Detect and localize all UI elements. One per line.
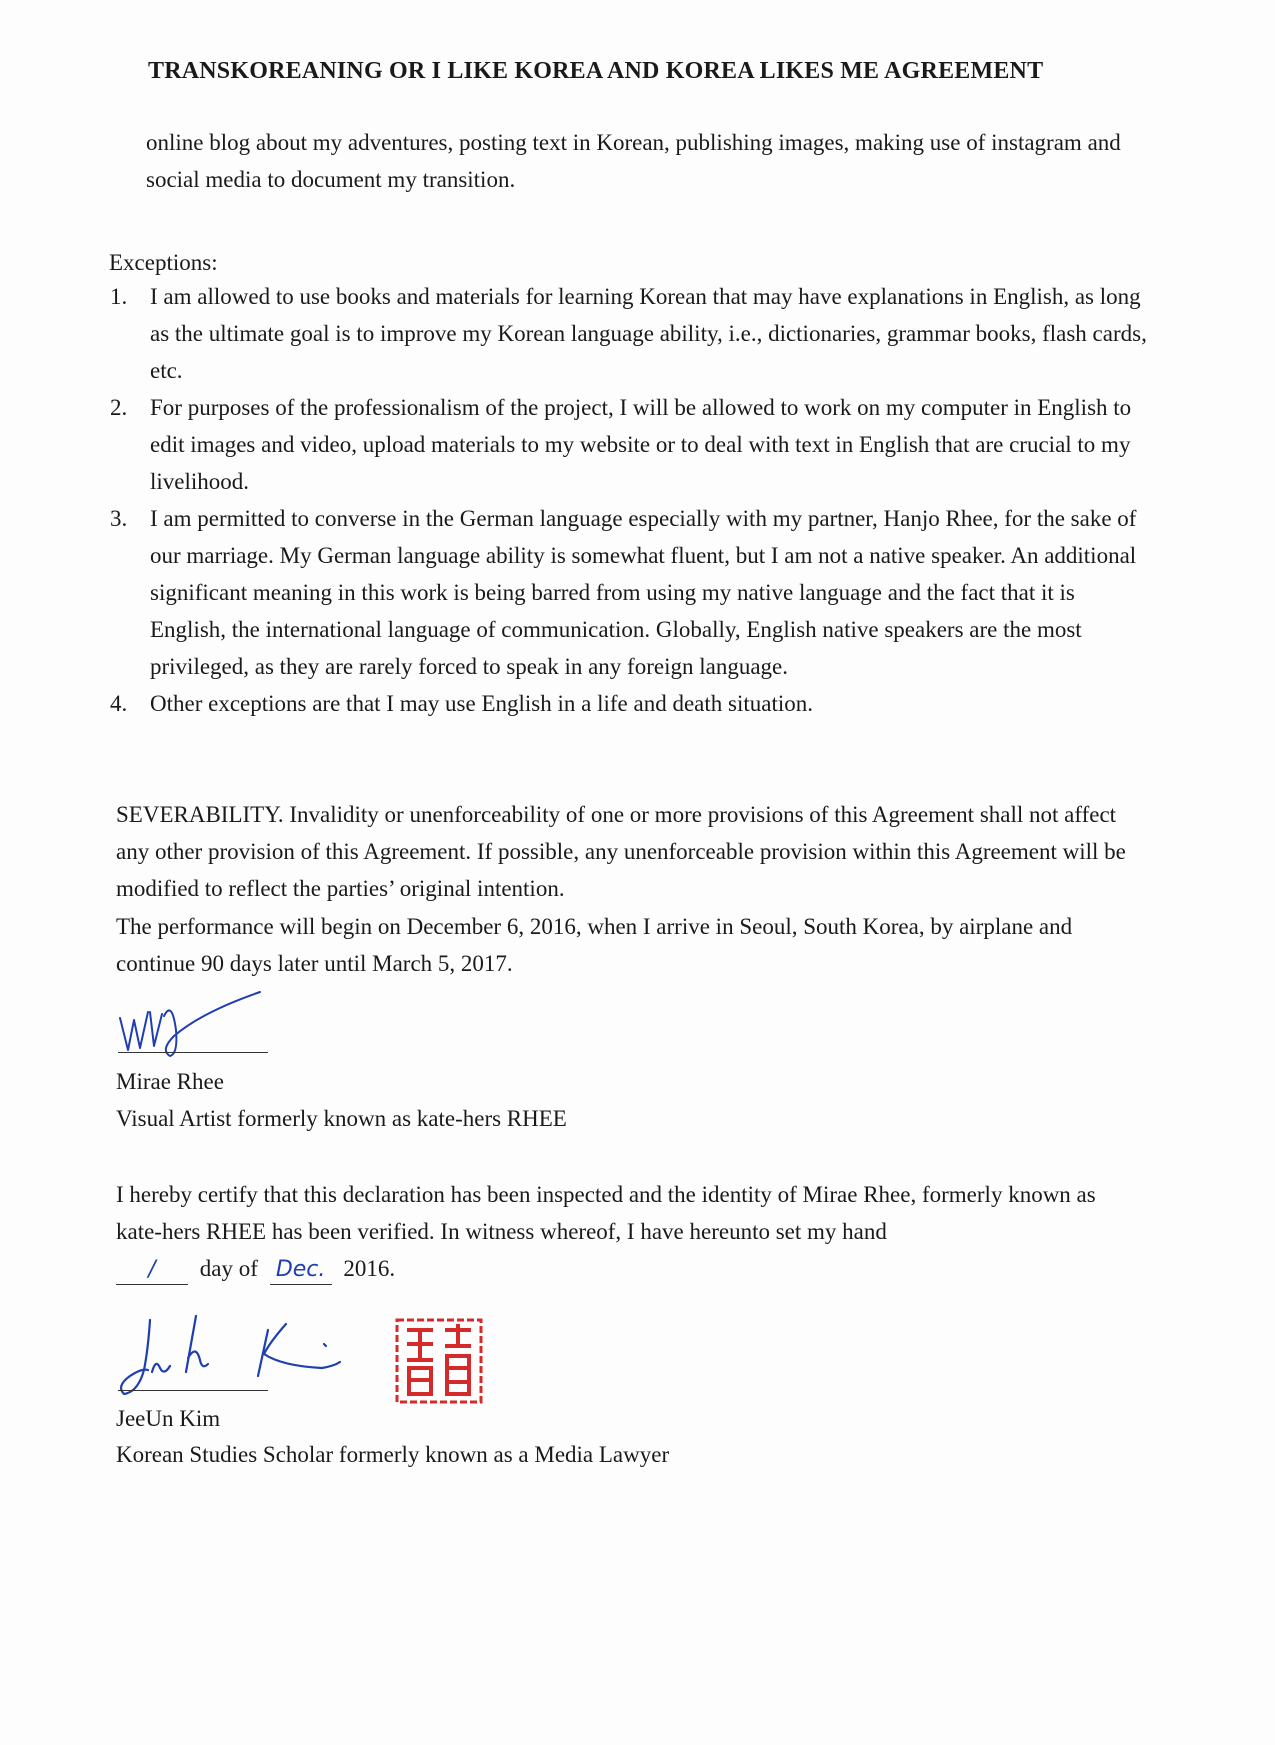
- exception-number: 4.: [110, 691, 128, 716]
- signature-line: [118, 1052, 268, 1053]
- intro-paragraph: online blog about my adventures, posting text in Korean, publishing images, making use of instagram and social media to document my transition.: [146, 130, 1121, 192]
- exception-item: [110, 685, 1150, 722]
- exception-text: I am permitted to converse in the German language especially with my partner, Hanjo Rhee, for the sake of our marriage. My German language ability is somewhat fluent, but I am not a native speaker. An additional significant meaning in this work is being barred from using my native language and the fact that it is English, the international language of communication. Globally, English native speakers are the most privileged, as they are rarely forced to speak in any foreign language.: [150, 506, 1137, 679]
- exception-text: I am allowed to use books and materials for learning Korean that may have explanations in English, as long as the ultimate goal is to improve my Korean language ability, i.e., dictionaries, grammar books, flash cards, etc.: [150, 284, 1147, 383]
- certification-paragraph: I hereby certify that this declaration has been inspected and the identity of Mirae Rhee, formerly known as kate-hers RHEE has been verified. In witness whereof, I have hereunto set my hand: [116, 1182, 1096, 1244]
- month-field: Dec.: [270, 1256, 332, 1285]
- performance-dates: The performance will begin on December 6, 2016, when I arrive in Seoul, South Korea, by airplane and continue 90 days later until March 5, 2017.: [116, 914, 1073, 976]
- day-of-label: day of: [199, 1256, 258, 1281]
- exceptions-heading: Exceptions:: [109, 250, 218, 275]
- document-title: TRANSKOREANING OR I LIKE KOREA AND KOREA LIKES ME AGREEMENT: [148, 58, 1044, 84]
- signer2-role: Korean Studies Scholar formerly known as a Media Lawyer: [116, 1442, 670, 1467]
- exception-text: Other exceptions are that I may use English in a life and death situation.: [150, 691, 813, 716]
- day-field: /: [116, 1256, 188, 1285]
- exception-item: [110, 500, 1150, 685]
- exception-number: 3.: [110, 506, 128, 531]
- signer1-name: Mirae Rhee: [116, 1069, 224, 1094]
- signer2-name: JeeUn Kim: [116, 1406, 221, 1431]
- signature-line: [118, 1390, 268, 1391]
- exception-number: 1.: [110, 284, 128, 309]
- signer1-role: Visual Artist formerly known as kate-hers RHEE: [116, 1106, 567, 1131]
- severability-clause: SEVERABILITY. Invalidity or unenforceability of one or more provisions of this Agreement shall not affect any other provision of this Agreement. If possible, any unenforceable provision within this Agreement will be modified to reflect the parties’ original intention.: [116, 802, 1126, 901]
- signature-mirae-rhee: [112, 990, 272, 1060]
- signature-jeeun-kim: [112, 1310, 382, 1396]
- year-label: 2016.: [343, 1256, 396, 1281]
- certification-date: [116, 1250, 395, 1287]
- exception-item: [110, 278, 1150, 389]
- exception-item: [110, 389, 1150, 500]
- exception-text: For purposes of the professionalism of the project, I will be allowed to work on my computer in English to edit images and video, upload materials to my website or to deal with text in English that are crucial to my livelihood.: [150, 395, 1132, 494]
- red-seal-stamp: [393, 1316, 485, 1406]
- exception-number: 2.: [110, 395, 128, 420]
- exceptions-list: [110, 278, 1150, 722]
